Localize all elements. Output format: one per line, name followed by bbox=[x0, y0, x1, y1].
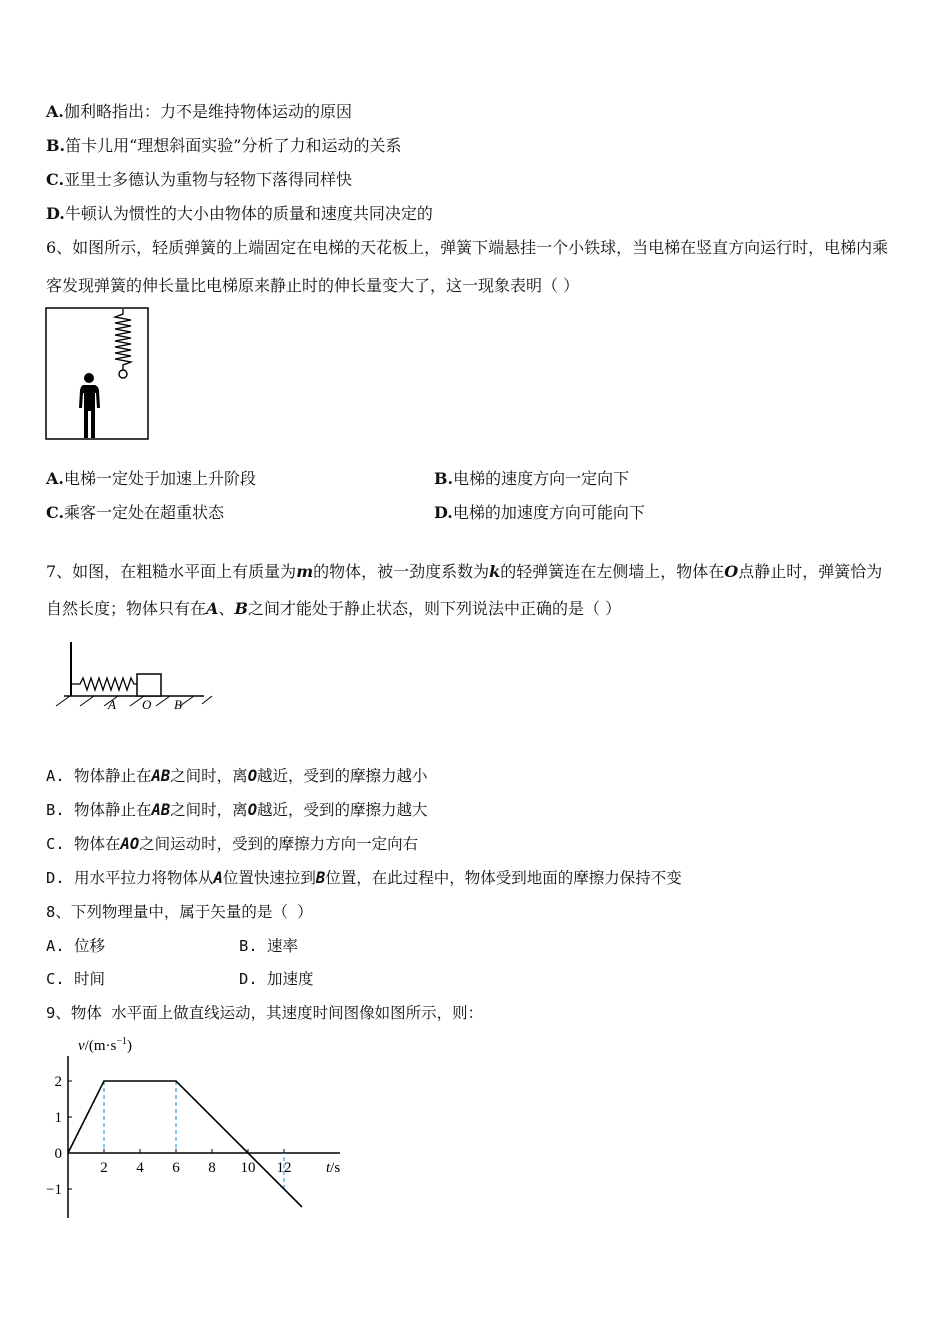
q5-option-a bbox=[46, 102, 352, 122]
x-tick-label: 4 bbox=[136, 1160, 144, 1176]
var-ab: AB bbox=[151, 767, 171, 785]
var-o: O bbox=[724, 562, 739, 581]
var-m: m bbox=[296, 562, 314, 581]
option-text: 亚里士多德认为重物与轻物下落得同样快 bbox=[64, 170, 353, 189]
var-b: B bbox=[234, 599, 248, 618]
option-key: B. bbox=[434, 469, 454, 488]
iron-ball-icon bbox=[119, 370, 127, 378]
stem-text: 7、如图，在粗糙水平面上有质量为 bbox=[46, 562, 297, 581]
spring-icon bbox=[71, 678, 137, 690]
stem-text: 的物体，被一劲度系数为 bbox=[313, 562, 490, 581]
var-o: O bbox=[247, 767, 258, 785]
option-text: 之间时，离 bbox=[170, 801, 248, 819]
option-text: 笛卡儿用“理想斜面实验”分析了力和运动的关系 bbox=[65, 136, 402, 155]
q7-option-b bbox=[46, 800, 428, 820]
x-tick-label: 12 bbox=[276, 1160, 292, 1176]
option-text: 位置，在此过程中，物体受到地面的摩擦力保持不变 bbox=[325, 869, 682, 887]
q7-option-d bbox=[46, 868, 682, 888]
spring-block-figure bbox=[54, 640, 218, 716]
q8-stem: 8、下列物理量中，属于矢量的是（ ） bbox=[46, 903, 313, 921]
q5-option-d bbox=[46, 204, 433, 224]
stem-text: 之间才能处于静止状态，则下列说法中正确的是（ ） bbox=[247, 599, 622, 618]
q6-option-d bbox=[434, 503, 645, 523]
q6-option-c bbox=[46, 503, 224, 523]
option-key: C. bbox=[46, 503, 65, 522]
y-tick-label: 1 bbox=[54, 1110, 62, 1126]
option-text: 伽利略指出：力不是维持物体运动的原因 bbox=[63, 102, 352, 121]
option-key: D. bbox=[46, 204, 65, 223]
q7-stem-line2 bbox=[46, 599, 621, 619]
block bbox=[137, 674, 161, 696]
stem-text: 自然长度；物体只有在 bbox=[46, 599, 207, 618]
q5-option-b bbox=[46, 136, 401, 156]
option-text: 电梯一定处于加速上升阶段 bbox=[63, 469, 256, 488]
var-k: k bbox=[489, 562, 501, 581]
stem-text: 、 bbox=[218, 599, 235, 618]
y-tick-label: −1 bbox=[46, 1182, 62, 1198]
stem-text: 的轻弹簧连在左侧墙上，物体在 bbox=[500, 562, 725, 581]
var-ao: AO bbox=[120, 835, 140, 853]
elevator-figure bbox=[44, 306, 152, 442]
label-o: O bbox=[142, 697, 152, 712]
stem-text: 点静止时，弹簧恰为 bbox=[738, 562, 883, 581]
label-b: B bbox=[174, 697, 182, 712]
ground-hatching bbox=[56, 696, 212, 706]
vt-graph bbox=[40, 1032, 360, 1228]
option-text: 之间时，离 bbox=[170, 767, 248, 785]
velocity-line bbox=[68, 1081, 302, 1207]
option-text: 越近，受到的摩擦力越大 bbox=[257, 801, 428, 819]
q8-option-a: A. 位移 bbox=[46, 937, 105, 955]
option-text: A. 物体静止在 bbox=[46, 767, 152, 785]
q8-option-c: C. 时间 bbox=[46, 970, 105, 988]
var-o: O bbox=[247, 801, 258, 819]
option-text: 电梯的加速度方向可能向下 bbox=[452, 503, 645, 522]
option-text: D. 用水平拉力将物体从 bbox=[46, 869, 214, 887]
option-text: B. 物体静止在 bbox=[46, 801, 152, 819]
y-tick-label: 0 bbox=[54, 1146, 62, 1162]
option-text: C. 物体在 bbox=[46, 835, 121, 853]
var-a: A bbox=[206, 599, 219, 618]
var-ab: AB bbox=[151, 801, 171, 819]
option-text: 电梯的速度方向一定向下 bbox=[453, 469, 630, 488]
x-tick-label: 8 bbox=[208, 1160, 216, 1176]
y-tick-label: 2 bbox=[54, 1074, 62, 1090]
q8-option-d: D. 加速度 bbox=[239, 970, 314, 988]
elevator-box bbox=[46, 308, 148, 439]
q9-stem: 9、物体 水平面上做直线运动，其速度时间图像如图所示，则： bbox=[46, 1004, 484, 1022]
option-text: 之间运动时，受到的摩擦力方向一定向右 bbox=[139, 835, 419, 853]
label-a: A bbox=[108, 697, 116, 712]
option-text: 乘客一定处在超重状态 bbox=[64, 503, 225, 522]
option-text: 牛顿认为惯性的大小由物体的质量和速度共同决定的 bbox=[64, 204, 433, 223]
x-tick-label: 6 bbox=[172, 1160, 180, 1176]
q7-option-a bbox=[46, 766, 428, 786]
option-key: A. bbox=[46, 102, 64, 121]
q7-option-c bbox=[46, 834, 418, 854]
option-key: D. bbox=[434, 503, 453, 522]
x-axis-label: t/s bbox=[326, 1160, 341, 1176]
q5-option-c bbox=[46, 170, 352, 190]
option-text: 位置快速拉到 bbox=[222, 869, 316, 887]
q6-option-a bbox=[46, 469, 256, 489]
option-key: C. bbox=[46, 170, 65, 189]
q8-option-b: B. 速率 bbox=[239, 937, 298, 955]
var-a: A bbox=[213, 869, 223, 887]
q7-stem-line1 bbox=[46, 562, 882, 582]
q6-stem-line2: 客发现弹簧的伸长量比电梯原来静止时的伸长量变大了，这一现象表明（ ） bbox=[46, 276, 580, 295]
x-tick-label: 10 bbox=[240, 1160, 256, 1176]
y-axis-label: $v/(m\cdot s^{-1})$ bbox=[78, 1036, 132, 1054]
option-key: A. bbox=[46, 469, 64, 488]
x-tick-label: 2 bbox=[100, 1160, 108, 1176]
var-b: B bbox=[315, 869, 326, 887]
option-key: B. bbox=[46, 136, 66, 155]
q6-stem-line1: 6、如图所示，轻质弹簧的上端固定在电梯的天花板上，弹簧下端悬挂一个小铁球，当电梯在竖直方向运行时，电梯内乘 bbox=[46, 238, 889, 257]
q6-option-b bbox=[434, 469, 629, 489]
option-text: 越近，受到的摩擦力越小 bbox=[257, 767, 428, 785]
